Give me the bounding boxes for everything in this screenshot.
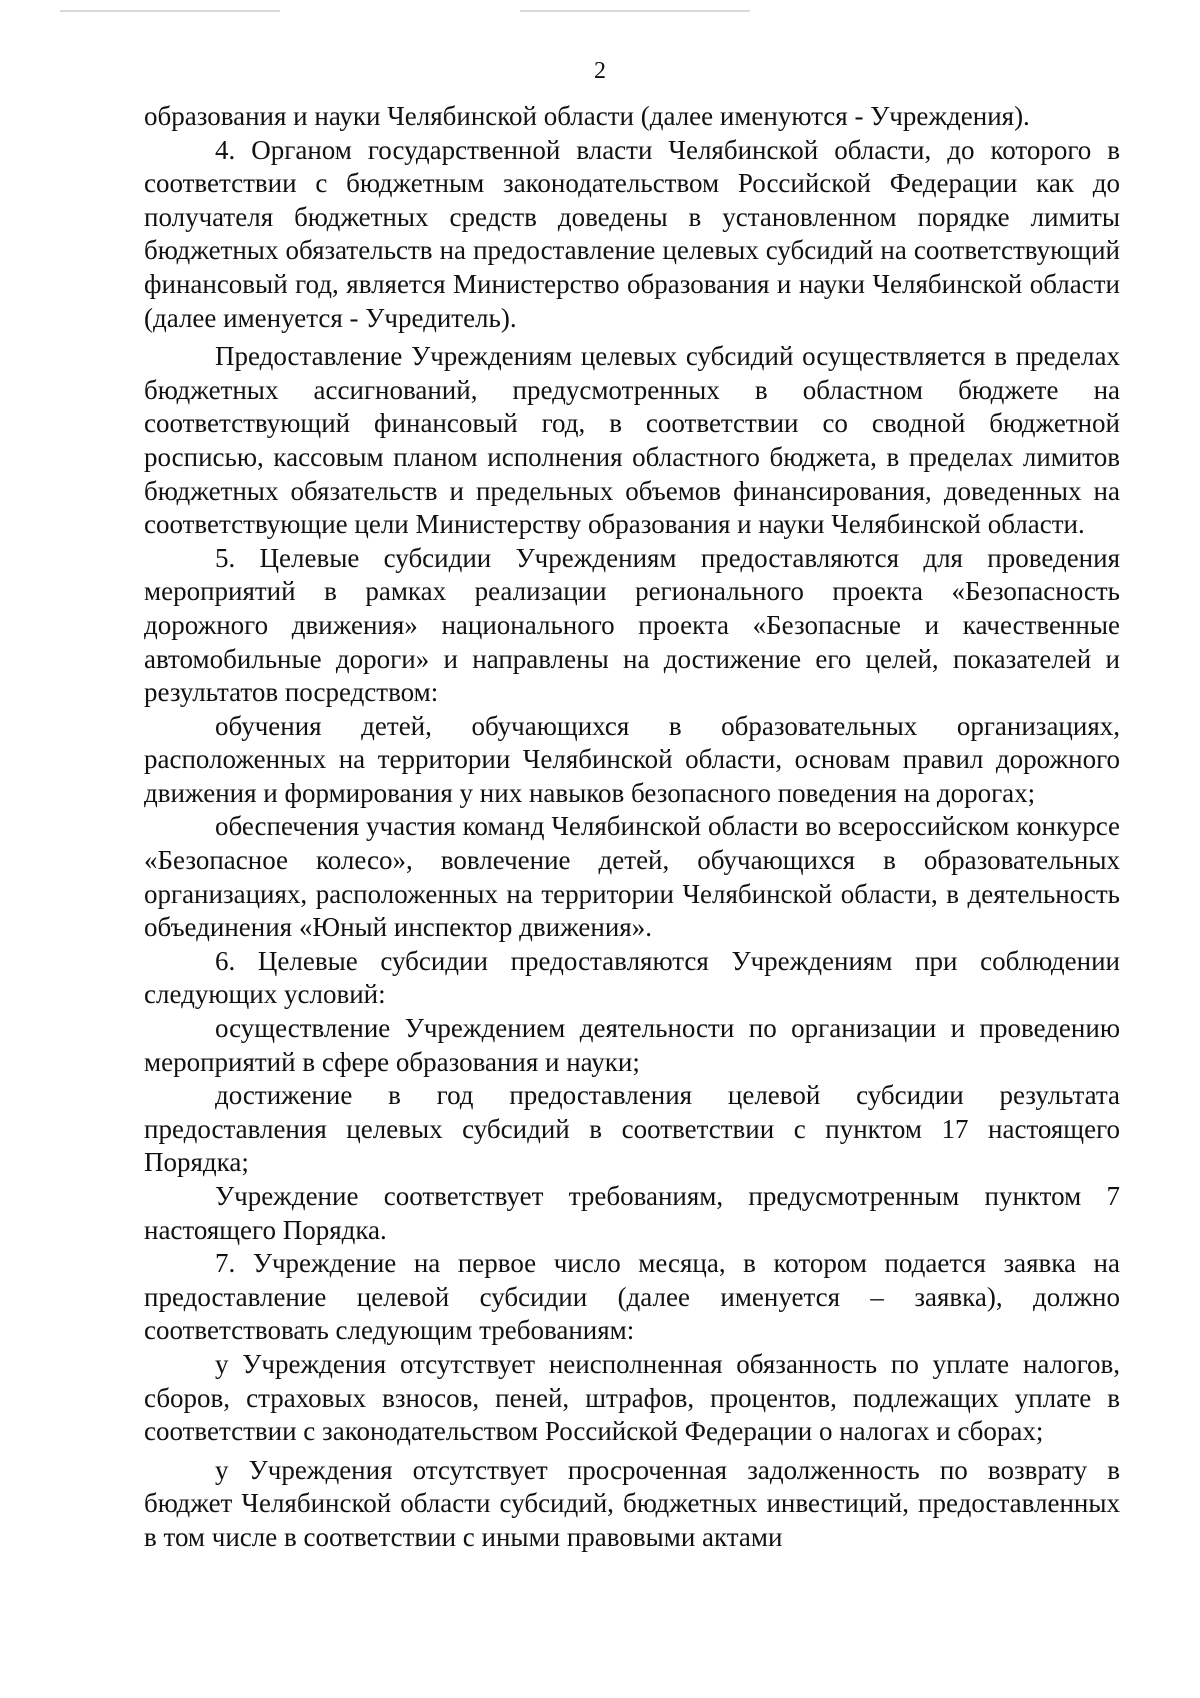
page-number: 2: [594, 58, 606, 84]
paragraph: Учреждение соответствует требованиям, предусмотренным пунктом 7 настоящего Порядка.: [144, 1181, 1120, 1245]
scan-artifact-left: [60, 10, 280, 12]
paragraph: образования и науки Челябинской области (далее именуются - Учреждения).: [144, 101, 1030, 131]
paragraph: обучения детей, обучающихся в образовательных организациях, расположенных на территории Челябинской области, основам правил дорожного движения и формирования у них навыков безопасного поведения на дорогах;: [144, 710, 1120, 808]
paragraph: достижение в год предоставления целевой субсидии результата предоставления целевых субсидий в соответствии с пунктом 17 настоящего Порядка;: [144, 1080, 1120, 1178]
paragraph: 4. Органом государственной власти Челябинской области, до которого в соответствии с бюджетным законодательством Российской Федерации как до получателя бюджетных средств доведены в установленном порядке лимиты бюджетных обязательств на предоставление целевых субсидий на соответствующий финансовый год, является Министерство образования и науки Челябинской области (далее именуется - Учредитель).: [144, 134, 1120, 333]
scan-artifact-right: [520, 10, 750, 12]
document-body: [144, 100, 1120, 1555]
paragraph: обеспечения участия команд Челябинской области во всероссийском конкурсе «Безопасное колесо», вовлечение детей, обучающихся в образовательных организациях, расположенных на территории Челябинской области, в деятельность объединения «Юный инспектор движения».: [144, 811, 1120, 943]
paragraph: 5. Целевые субсидии Учреждениям предоставляются для проведения мероприятий в рамках реализации регионального проекта «Безопасность дорожного движения» национального проекта «Безопасные и качественные автомобильные дороги» и направлены на достижение его целей, показателей и результатов посредством:: [144, 542, 1120, 708]
paragraph: у Учреждения отсутствует неисполненная обязанность по уплате налогов, сборов, страховых взносов, пеней, штрафов, процентов, подлежащих уплате в соответствии с законодательством Российской Федерации о налогах и сборах;: [144, 1348, 1120, 1447]
paragraph: у Учреждения отсутствует просроченная задолженность по возврату в бюджет Челябинской области субсидий, бюджетных инвестиций, предоставленных в том числе в соответствии с иными правовыми актами: [144, 1454, 1120, 1552]
paragraph: 7. Учреждение на первое число месяца, в котором подается заявка на предоставление целевой субсидии (далее именуется – заявка), должно соответствовать следующим требованиям:: [144, 1248, 1120, 1346]
paragraph: осуществление Учреждением деятельности по организации и проведению мероприятий в сфере образования и науки;: [144, 1013, 1120, 1077]
paragraph: 6. Целевые субсидии предоставляются Учреждениям при соблюдении следующих условий:: [144, 945, 1120, 1010]
paragraph: Предоставление Учреждениям целевых субсидий осуществляется в пределах бюджетных ассигнований, предусмотренных в областном бюджете на соответствующий финансовый год, в соответствии со сводной бюджетной росписью, кассовым планом исполнения областного бюджета, в пределах лимитов бюджетных обязательств и предельных объемов финансирования, доведенных на соответствующие цели Министерству образования и науки Челябинской области.: [144, 341, 1120, 540]
